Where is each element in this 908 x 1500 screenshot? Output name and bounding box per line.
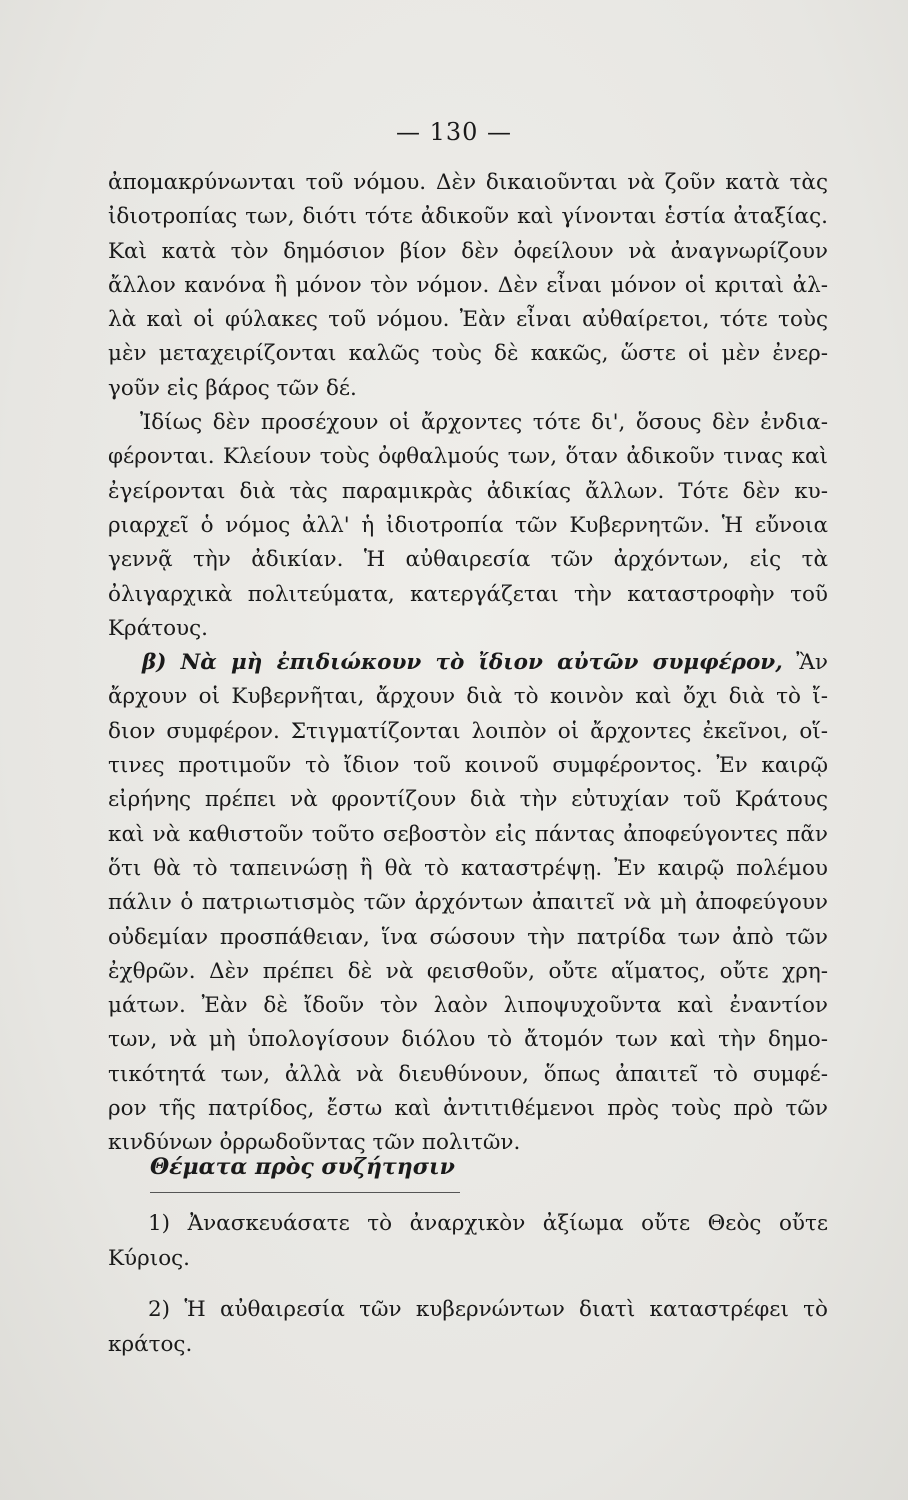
text-line: κινδύνων ὀρρωδοῦντας τῶν πολιτῶν. (108, 1130, 521, 1156)
text-line: φέρονται. Κλείουν τοὺς ὀφθαλμούς των, ὅταν ἀδικοῦν τινας καὶ (108, 444, 828, 470)
text-line: διον συμφέρον. Στιγματίζονται λοιπὸν οἱ ἄρχοντες ἐκεῖνοι, οἵ- (108, 718, 828, 744)
paragraph-1 (108, 166, 828, 406)
text-line: ρον τῆς πατρίδος, ἔστω καὶ ἀντιτιθέμενοι πρὸς τοὺς πρὸ τῶν (108, 1096, 828, 1122)
text-line: λὰ καὶ οἱ φύλακες τοῦ νόμου. Ἐὰν εἶναι αὐθαίρετοι, τότε τοὺς (108, 307, 828, 333)
section-label: β) Νὰ μὴ ἐπιδιώκουν τὸ ἴδιον αὐτῶν συμφέρον, (142, 650, 783, 676)
question-spacer (108, 1276, 828, 1292)
text-line: ἐχθρῶν. Δὲν πρέπει δὲ νὰ φεισθοῦν, οὔτε αἵματος, οὔτε χρη- (108, 958, 828, 984)
text-line: γοῦν εἰς βάρος τῶν δέ. (108, 375, 357, 401)
text-fragment: Ἂν (796, 650, 828, 676)
text-line: Καὶ κατὰ τὸν δημόσιον βίον δὲν ὀφείλουν νὰ ἀναγνωρίζουν (108, 238, 828, 264)
question-2 (108, 1292, 828, 1362)
paragraph-2 (108, 406, 828, 646)
discussion-questions (108, 1206, 828, 1362)
text-line (108, 646, 828, 680)
text-line: ὅτι θὰ τὸ ταπεινώσῃ ἢ θὰ τὸ καταστρέψῃ. Ἐν καιρῷ πολέμου (108, 855, 828, 881)
text-line: εἰρήνης πρέπει νὰ φροντίζουν διὰ τὴν εὐτυχίαν τοῦ Κράτους (108, 787, 828, 813)
text-line: ριαρχεῖ ὁ νόμος ἀλλ' ἡ ἰδιοτροπία τῶν Κυβερνητῶν. Ἡ εὔνοια (108, 512, 828, 538)
text-line: τικότητά των, ἀλλὰ νὰ διευθύνουν, ὅπως ἀπαιτεῖ τὸ συμφέ- (108, 1061, 828, 1087)
heading-divider (150, 1192, 460, 1193)
question-1 (108, 1206, 828, 1276)
text-line: ἰδιοτροπίας των, διότι τότε ἀδικοῦν καὶ γίνονται ἑστία ἀταξίας. (108, 204, 828, 230)
question-line: 1) Ἀνασκευάσατε τὸ ἀναρχικὸν ἀξίωμα οὔτε Θεὸς οὔτε (148, 1211, 828, 1236)
text-line: μάτων. Ἐὰν δὲ ἴδοῦν τὸν λαὸν λιποψυχοῦντα καὶ ἐναντίον (108, 993, 828, 1019)
text-line: ὀλιγαρχικὰ πολιτεύματα, κατεργάζεται τὴν καταστροφὴν τοῦ (108, 581, 828, 607)
text-line: των, νὰ μὴ ὑπολογίσουν διόλου τὸ ἄτομόν των καὶ τὴν δημο- (108, 1027, 828, 1053)
text-line: καὶ νὰ καθιστοῦν τοῦτο σεβοστὸν εἰς πάντας ἀποφεύγοντες πᾶν (108, 821, 828, 847)
paragraph-3 (108, 646, 828, 1160)
question-line: κράτος. (108, 1332, 193, 1357)
discussion-heading-block (150, 1150, 470, 1193)
text-line: τινες προτιμοῦν τὸ ἴδιον τοῦ κοινοῦ συμφέροντος. Ἐν καιρῷ (108, 753, 828, 779)
question-line: Κύριος. (108, 1246, 191, 1271)
discussion-heading: Θέματα πρὸς συζήτησιν (150, 1154, 455, 1180)
text-line: γεννᾷ τὴν ἀδικίαν. Ἡ αὐθαιρεσία τῶν ἀρχόντων, εἰς τὰ (108, 547, 828, 573)
text-line: Ἰδίως δὲν προσέχουν οἱ ἄρχοντες τότε δι', ὅσους δὲν ἐνδια- (140, 410, 828, 436)
text-line: ἄλλον κανόνα ἢ μόνον τὸν νόμον. Δὲν εἶναι μόνον οἱ κριταὶ ἀλ- (108, 272, 828, 298)
question-line: 2) Ἡ αὐθαιρεσία τῶν κυβερνώντων διατὶ καταστρέφει τὸ (148, 1297, 828, 1322)
body-text (108, 166, 828, 1161)
text-line: πάλιν ὁ πατριωτισμὸς τῶν ἀρχόντων ἀπαιτεῖ νὰ μὴ ἀποφεύγουν (108, 890, 828, 916)
text-line: ἀπομακρύνωνται τοῦ νόμου. Δὲν δικαιοῦνται νὰ ζοῦν κατὰ τὰς (108, 170, 828, 195)
text-line: ἄρχουν οἱ Κυβερνῆται, ἄρχουν διὰ τὸ κοινὸν καὶ ὄχι διὰ τὸ ἴ- (108, 684, 828, 710)
page-number: — 130 — (395, 118, 513, 146)
text-line: Κράτους. (108, 615, 209, 641)
text-line: οὐδεμίαν προσπάθειαν, ἵνα σώσουν τὴν πατρίδα των ἀπὸ τῶν (108, 924, 828, 950)
text-line: ἐγείρονται διὰ τὰς παραμικρὰς ἀδικίας ἄλλων. Τότε δὲν κυ- (108, 478, 828, 504)
text-line: μὲν μεταχειρίζονται καλῶς τοὺς δὲ κακῶς, ὥστε οἱ μὲν ἐνερ- (108, 341, 828, 367)
